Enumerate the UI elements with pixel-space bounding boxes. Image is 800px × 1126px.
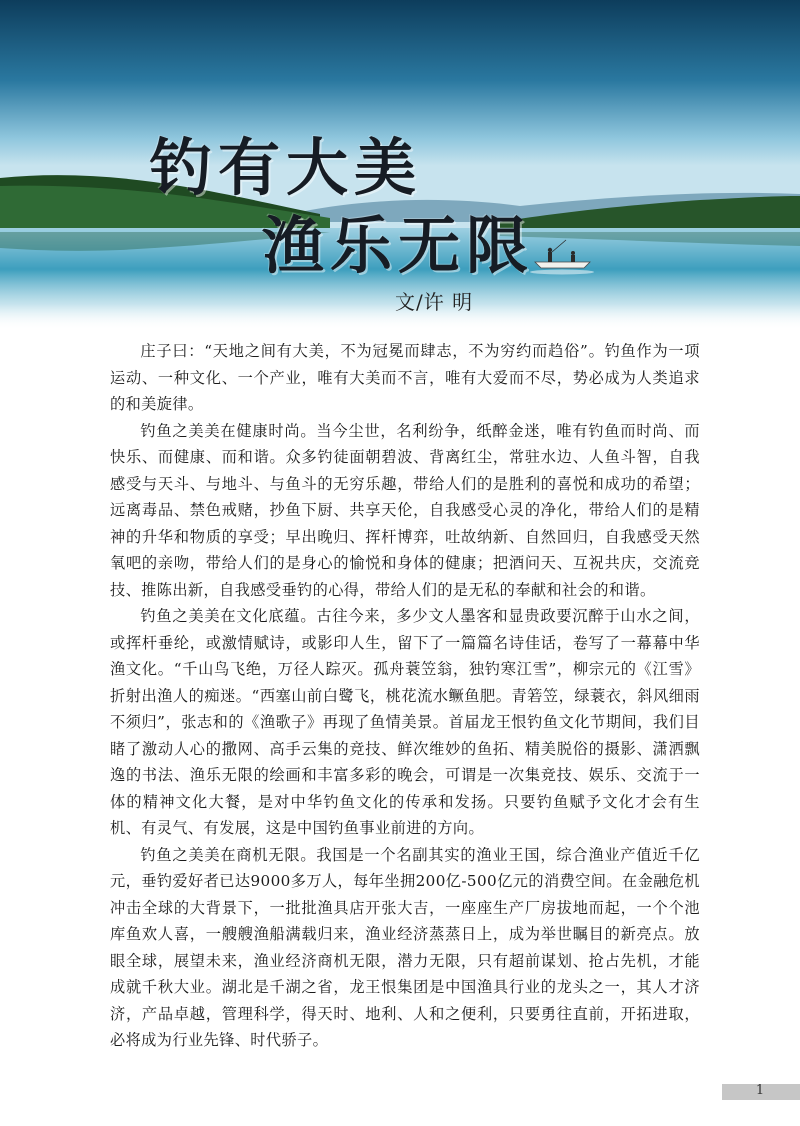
paragraph-culture: 钓鱼之美美在文化底蕴。古往今来，多少文人墨客和显贵政要沉醉于山水之间，或挥杆垂纶，或激情赋诗，或影印人生，留下了一篇篇名诗佳话，卷写了一幕幕中华渔文化。“千山鸟飞绝，万径人踪灭。孤舟蓑笠翁，独钓寒江雪”，柳宗元的《江雪》折射出渔人的痴迷。“西塞山前白鹭飞，桃花流水鳜鱼肥。青箬笠，绿蓑衣，斜风细雨不须归”，张志和的《渔歌子》再现了鱼情美景。首届龙王恨钓鱼文化节期间，我们目睹了激动人心的撒网、高手云集的竞技、鲜次维妙的鱼拓、精美脱俗的摄影、潇洒飘逸的书法、渔乐无限的绘画和丰富多彩的晚会，可谓是一次集竞技、娱乐、交流于一体的精神文化大餐，是对中华钓鱼文化的传承和发扬。只要钓鱼赋予文化才会有生机、有灵气、有发展，这是中国钓鱼事业前进的方向。 bbox=[110, 607, 700, 837]
article-title-line-2: 渔乐无限 bbox=[262, 209, 535, 282]
author-byline: 文/许 明 bbox=[395, 290, 474, 314]
paragraph-health: 钓鱼之美美在健康时尚。当今尘世，名利纷争，纸醉金迷，唯有钓鱼而时尚、而快乐、而健康、而和谐。众多钓徒面朝碧波、背离红尘，常驻水边、人鱼斗智，自我感受与天斗、与地斗、与鱼斗的无穷乐趣，带给人们的是胜利的喜悦和成功的希望；远离毒品、禁色戒赌，抄鱼下厨、共享天伦，自我感受心灵的净化，带给人们的是精神的升华和物质的享受；早出晚归、挥杆博弈，吐故纳新、自然回归，自我感受天然氧吧的亲吻，带给人们的是身心的愉悦和身体的健康；把酒问天、互祝共庆，交流竞技、推陈出新，自我感受垂钓的心得，带给人们的是无私的奉献和社会的和谐。 bbox=[110, 421, 700, 599]
article-title-line-1: 钓有大美 bbox=[150, 131, 423, 204]
paragraph-intro: 庄子曰：“天地之间有大美，不为冠冕而肆志，不为穷约而趋俗”。钓鱼作为一项运动、一种文化、一个产业，唯有大美而不言，唯有大爱而不尽，势必成为人类追求的和美旋律。 bbox=[110, 342, 700, 413]
page-number: 1 bbox=[755, 1083, 765, 1098]
paragraph-business: 钓鱼之美美在商机无限。我国是一个名副其实的渔业王国，综合渔业产值近千亿元，垂钓爱好者已达9000多万人，每年坐拥200亿-500亿元的消费空间。在金融危机冲击全球的大背景下，一批批渔具店开张大吉，一座座生产厂房拔地而起，一个个池库鱼欢人喜，一艘艘渔船满载归来，渔业经济蒸蒸日上，成为举世瞩目的新亮点。放眼全球，展望未来，渔业经济商机无限，潜力无限，只有超前谋划、抢占先机，才能成就千秋大业。湖北是千湖之省，龙王恨集团是中国渔具行业的龙头之一，其人才济济，产品卓越，管理科学，得天时、地利、人和之便利，只要勇往直前，开拓进取，必将成为行业先锋、时代骄子。 bbox=[110, 845, 700, 1049]
article-body bbox=[110, 338, 700, 1054]
